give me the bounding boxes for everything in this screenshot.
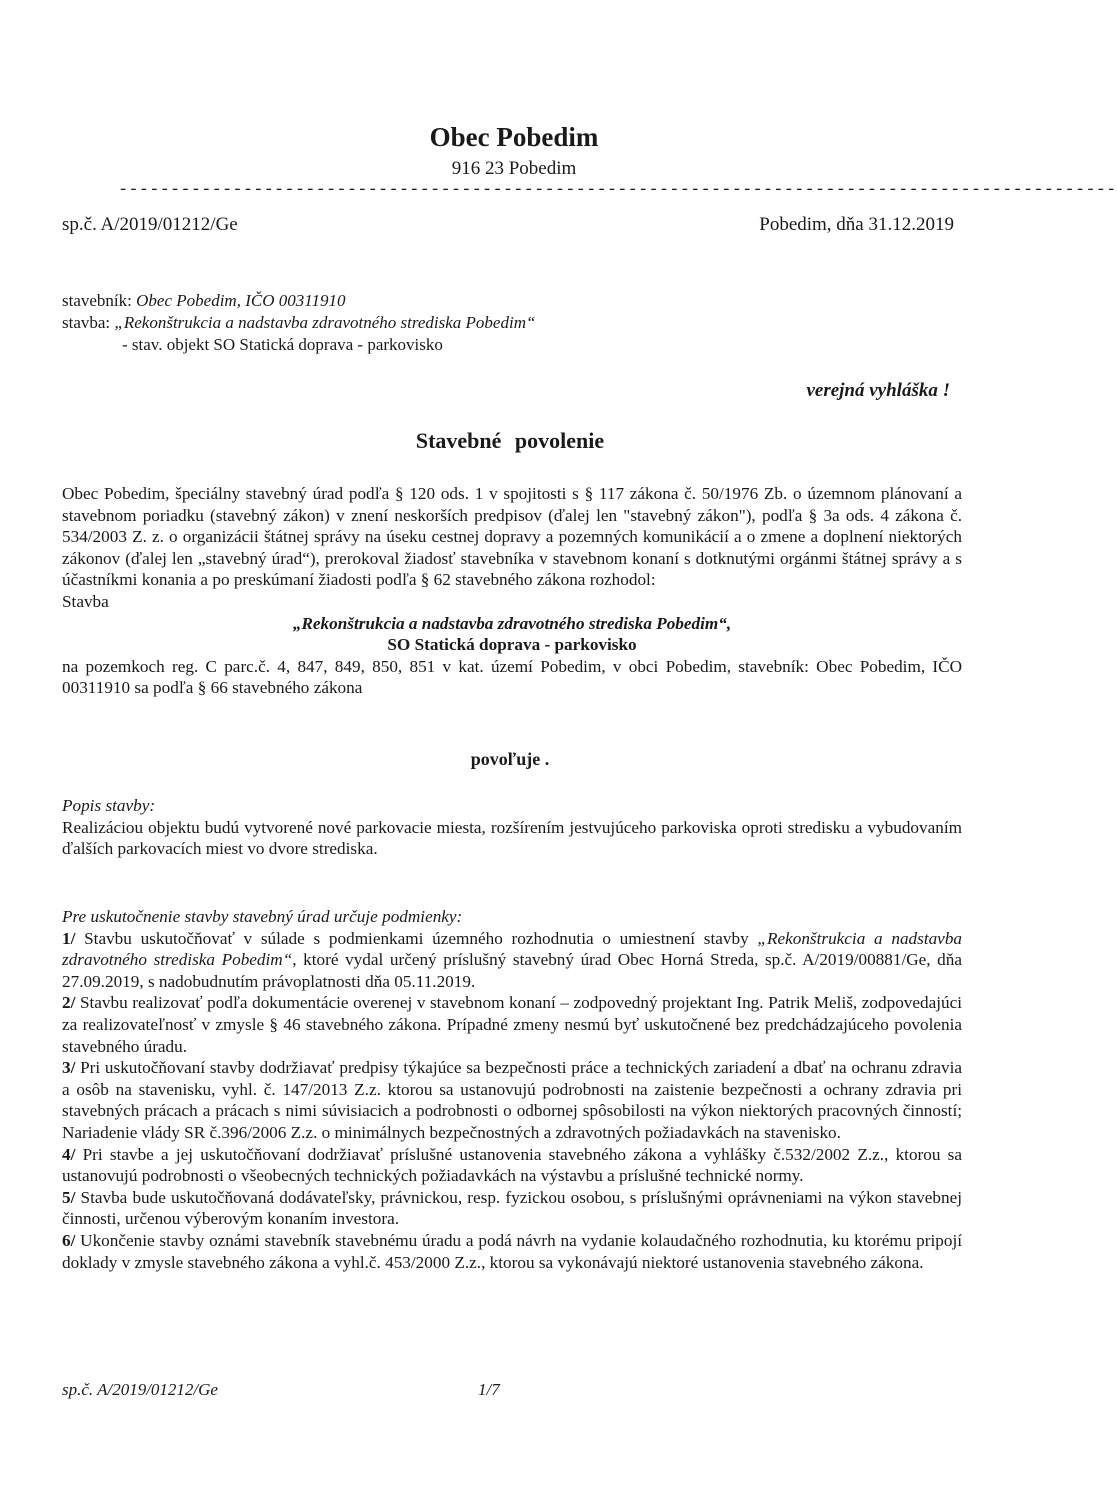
condition-item: 3/ Pri uskutočňovaní stavby dodržiavať predpisy týkajúce sa bezpečnosti práce a technických zariadení a dbať na ochranu zdravia a osôb na stavenisku, vyhl. č. 147/2013 Z.z. ktorou sa ustanovujú podrobnosti na zaistenie bezpečnosti a ochrany zdravia pri stavebných prácach a prácach s nimi súvisiacich a podrobnosti o odbornej spôsobilosti na výkon niektorých pracovných činností; Nariadenie vlády SR č.396/2006 Z.z. o minimálnych bezpečnostných a zdravotných požiadavkách na stavenisko. (62, 1058, 962, 1142)
builder-label: stavebník: (62, 291, 132, 310)
description-heading: Popis stavby: (62, 796, 156, 815)
footer-case-number: sp.č. A/2019/01212/Ge (62, 1380, 218, 1399)
builder-value: Obec Pobedim, IČO 00311910 (136, 291, 346, 310)
issuer-name: Obec Pobedim (429, 122, 599, 152)
stavba-object: SO Statická doprava - parkovisko (387, 635, 637, 655)
case-number: sp.č. A/2019/01212/Ge (62, 214, 238, 235)
description-section (62, 795, 962, 860)
document-title: Stavebné povolenie (415, 428, 605, 453)
building-line (62, 312, 535, 334)
condition-item: 2/ Stavbu realizovať podľa dokumentácie overenej v stavebnom konaní – zodpovedný projektant Ing. Patrik Meliš, zodpovedajúci za realizovateľnosť v zmysle § 46 stavebného zákona. Prípadné zmeny nesmú byť uskutočnené bez predchádzajúceho povolenia stavebného úradu. (62, 993, 963, 1056)
building-label: stavba: (62, 313, 111, 332)
conditions-heading: Pre uskutočnenie stavby stavebný úrad určuje podmienky: (62, 907, 463, 926)
intro-section (62, 483, 962, 699)
header-divider: ------------------------------------------------------------------------------------------------ (118, 181, 1117, 200)
stavba-name: „Rekonštrukcia a nadstavba zdravotného strediska Pobedim“, (292, 613, 732, 633)
conditions-section (62, 906, 962, 1273)
meta-block (62, 290, 535, 356)
place-date: Pobedim, dňa 31.12.2019 (759, 214, 954, 235)
public-notice: verejná vyhláška ! (806, 380, 950, 401)
parcels-paragraph: na pozemkoch reg. C parc.č. 4, 847, 849, 850, 851 v kat. území Pobedim, v obci Pobedim, stavebník: Obec Pobedim, IČO 00311910 sa podľa § 66 stavebného zákona (62, 656, 962, 698)
condition-item: 1/ Stavbu uskutočňovať v súlade s podmienkami územného rozhodnutia o umiestnení stavby „Rekonštrukcia a nadstavba zdravotného strediska Pobedim“, ktoré vydal určený príslušný stavebný úrad Obec Horná Streda, sp.č. A/2019/00881/Ge, dňa 27.09.2019, s nadobudnutím právoplatnosti dňa 05.11.2019. (62, 928, 963, 991)
footer-page-number: 1/7 (478, 1380, 500, 1399)
building-object: - stav. objekt SO Statická doprava - parkovisko (122, 335, 443, 354)
condition-item: 5/ Stavba bude uskutočňovaná dodávateľsky, právnickou, resp. fyzickou osobou, s príslušnými oprávneniami na výkon stavebnej činnosti, určenou výberovým konaním investora. (62, 1187, 962, 1229)
condition-item: 6/ Ukončenie stavby oznámi stavebník stavebnému úradu a podá návrh na vydanie kolaudačného rozhodnutia, ku ktorému pripojí doklady v zmysle stavebného zákona a vyhl.č. 453/2000 Z.z., ktorou sa vykonávajú niektoré ustanovenia stavebného zákona. (62, 1230, 962, 1272)
issuer-address: 916 23 Pobedim (451, 158, 577, 179)
decision-verb: povoľuje . (470, 749, 550, 769)
builder-line (62, 290, 535, 312)
description-text: Realizáciou objektu budú vytvorené nové parkovacie miesta, rozšírením jestvujúceho parkoviska oproti stredisku a vybudovaním ďalších parkovacích miest vo dvore strediska. (62, 817, 962, 859)
condition-item: 4/ Pri stavbe a jej uskutočňovaní dodržiavať príslušné ustanovenia stavebného zákona a vyhlášky č.532/2002 Z.z., ktorou sa ustanovujú podrobnosti o všeobecných technických požiadavkách na výstavbu a príslušné technické normy. (62, 1144, 962, 1186)
stavba-label: Stavba (62, 591, 109, 611)
building-value: „Rekonštrukcia a nadstavba zdravotného strediska Pobedim“ (114, 313, 536, 332)
intro-paragraph: Obec Pobedim, špeciálny stavebný úrad podľa § 120 ods. 1 v spojitosti s § 117 zákona č. 50/1976 Zb. o územnom plánovaní a stavebnom poriadku (stavebný zákon) v znení neskorších predpisov (ďalej len "stavebný zákon"), podľa § 3a ods. 4 zákona č. 534/2003 Z. z. o organizácii štátnej správy na úseku cestnej dopravy a pozemných komunikácií a o zmene a doplnení niektorých zákonov (ďalej len „stavebný úrad“), prerokoval žiadosť stavebníka v stavebnom konaní s dotknutými orgánmi štátnej správy a s účastníkmi konania a po preskúmaní žiadosti podľa § 62 stavebného zákona rozhodol: (62, 484, 962, 590)
